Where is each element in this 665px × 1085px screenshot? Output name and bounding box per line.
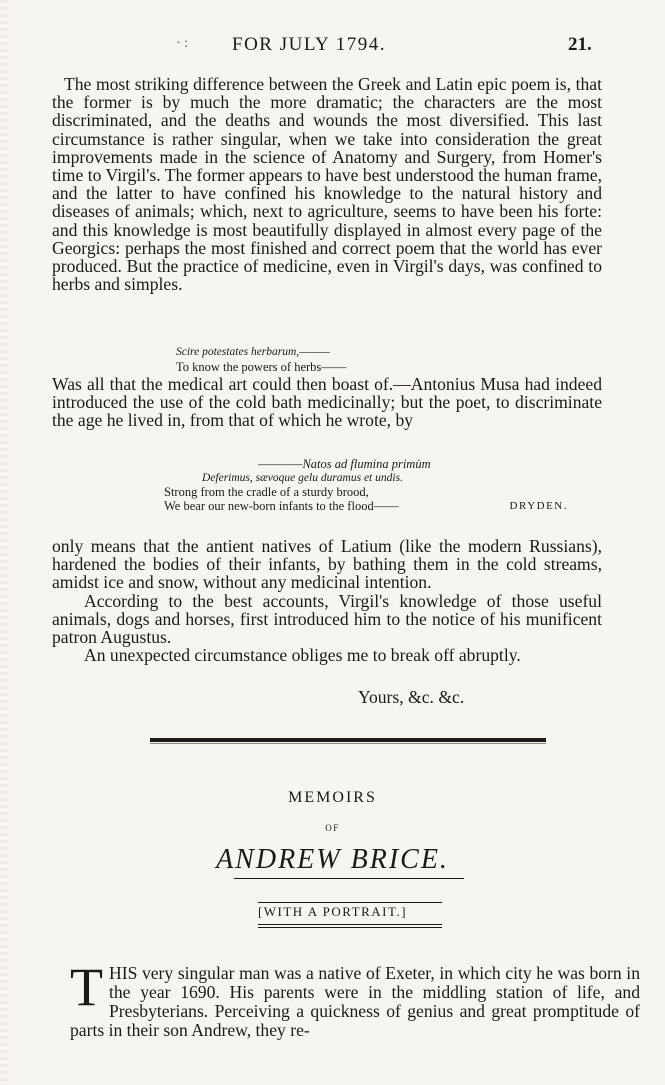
signature: Yours, &c. &c. [358,687,465,707]
page-edge-scuff [0,0,8,1085]
portrait-note: [WITH A PORTRAIT.] [257,904,408,919]
opening-text: HIS very singular man was a native of Exeter, in which city he was born in the year 1690. His parents were in the middling station of life, and Presbyterians. Perceiving a quickness of genius and great promptitude of parts in their son Andrew, they re- [70,963,640,1040]
quote-line-3: Strong from the cradle of a sturdy brood, [164,485,369,499]
section-divider [150,738,546,742]
quote-credit: DRYDEN. [509,500,568,512]
paragraph-text: According to the best accounts, Virgil's knowledge of those useful animals, dogs and horses, first introduced him to the notice of his munificent patron Augustus. [52,590,602,648]
article-heading-of: OF [325,823,340,833]
title-underline [234,878,464,879]
quote-line-2: Deferimus, sævoque gelu duramus et undis. [202,472,403,484]
quote-english-line: To know the powers of herbs—— [176,360,347,374]
paragraph-latium-natives [52,537,602,664]
page-number: 21. [568,34,592,55]
latin-quotation-herbs [176,345,476,375]
article-title-name: ANDREW BRICE. [216,844,449,875]
portrait-rule-bottom-2 [258,927,442,928]
quote-latin-line: Scire potestates herbarum,——— [176,346,330,358]
paragraph-text: only means that the antient natives of Latium (like the modern Russians), hardened the bodies of their infants, by bathing them in the cold streams, amidst ice and snow, without any medicinal intention. [52,536,602,593]
quote-line-4-text: We bear our new-born infants to the flood—— [164,499,399,513]
paragraph-text: The most striking difference between the Greek and Latin epic poem is, that the former is by much the more dramatic; the characters are the most discriminated, and the deaths and wounds the most diversified. This last circumstance is rather singular, when we take into consideration the great improvements made in the science of Anatomy and Surgery, from Homer's time to Virgil's. The former appears to have best understood the human frame, and the latter to have confined his knowledge to the natural history and diseases of animals; which, next to agriculture, seems to have been his forte: and this knowledge is most beautifully displayed in almost every page of the Georgics: perhaps the most finished and correct poem that the world has ever produced. But the practice of medicine, even in Virgil's days, was confined to herbs and simples. [52,74,602,295]
paragraph-text: An unexpected circumstance obliges me to break off abruptly. [84,645,521,666]
portrait-rule-bottom [258,924,442,925]
paragraph-text: Was all that the medical art could then boast of.—Antonius Musa had indeed introduced the use of the cold bath medicinally; but the poet, to discriminate the age he lived in, from that of which he wrote, by [52,374,602,431]
drop-cap: T [70,957,103,1017]
portrait-rule-top [258,902,442,903]
section-divider-thin [150,743,546,744]
header-mark: · : [176,36,189,51]
quote-line-1: ————Natos ad flumina primùm [258,457,431,471]
paragraph-medical-art [52,375,602,430]
article-heading-memoirs: MEMOIRS [288,789,377,806]
quote-line-4 [164,499,604,513]
paragraph-greek-latin-epic [52,75,602,293]
article-opening-paragraph [70,957,640,1040]
page-header [0,34,665,58]
latin-quotation-infants [164,457,604,513]
running-title: FOR JULY 1794. [232,34,387,55]
